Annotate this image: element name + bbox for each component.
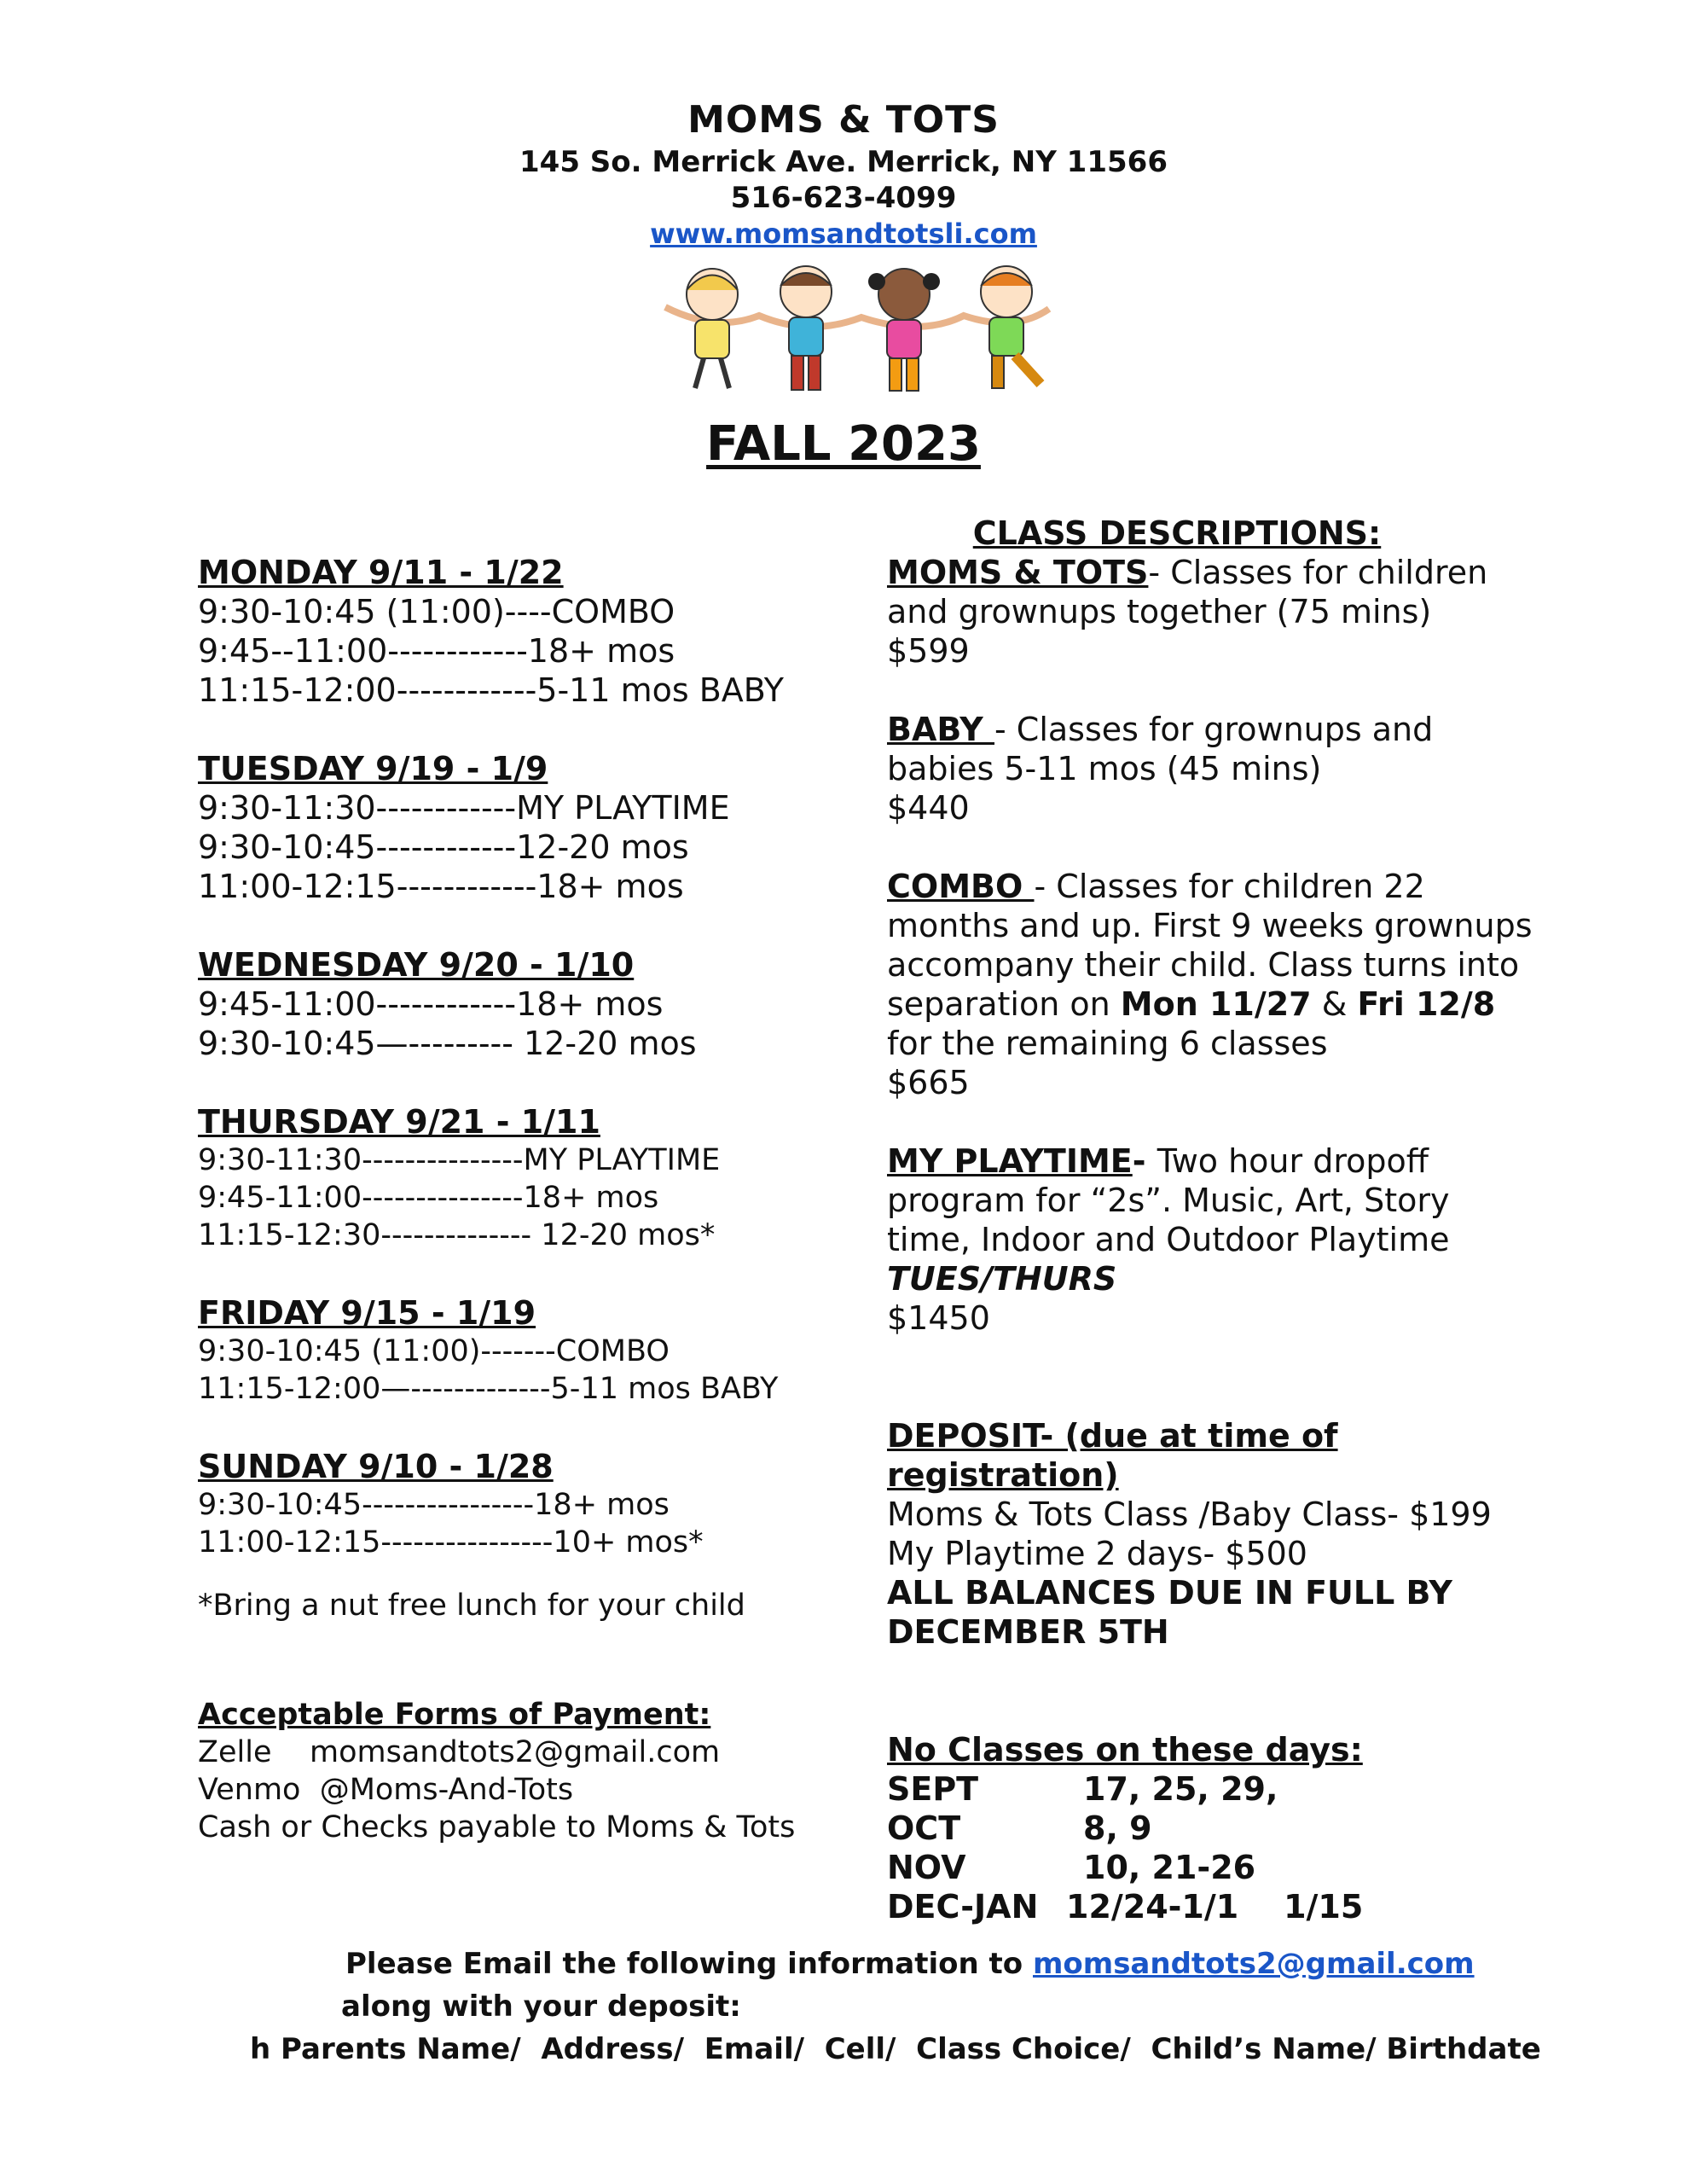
no-classes-block bbox=[887, 1730, 1535, 1926]
desc-playtime: MY PLAYTIME- Two hour dropoff program for “2s”. Music, Art, Story time, Indoor and Outdoor Playtime TUES/THURS $1450 bbox=[887, 1141, 1535, 1338]
schedule-row: 9:30-10:45—--------- 12-20 mos bbox=[198, 1025, 697, 1062]
no-classes-heading: No Classes on these days: bbox=[887, 1731, 1363, 1769]
schedule-row: 11:15-12:00------------5-11 mos BABY bbox=[198, 671, 785, 709]
email-link[interactable]: momsandtots2@gmail.com bbox=[1032, 1947, 1475, 1981]
lunch-note: *Bring a nut free lunch for your child bbox=[198, 1589, 745, 1623]
separation-date: Mon 11/27 bbox=[1120, 985, 1312, 1023]
desc-combo: COMBO - Classes for children 22 months and up. First 9 weeks grownups accompany their child. Class turns into separation on Mon 11/27 & Fri 12/8 for the remaining 6 classes $665 bbox=[887, 867, 1535, 1102]
day-heading: WEDNESDAY 9/20 - 1/10 bbox=[198, 946, 635, 984]
day-heading: SUNDAY 9/10 - 1/28 bbox=[198, 1448, 554, 1485]
class-name: BABY bbox=[887, 711, 995, 748]
schedule-row: 11:00-12:15----------------10+ mos* bbox=[198, 1525, 704, 1560]
day-block-thursday bbox=[198, 1102, 880, 1254]
schedule-row: 9:30-11:30------------MY PLAYTIME bbox=[198, 789, 730, 827]
schedule-row: 9:30-10:45----------------18+ mos bbox=[198, 1488, 670, 1522]
no-classes-row: DEC-JAN 12/24-1/1 1/15 bbox=[887, 1888, 1364, 1926]
class-price: $665 bbox=[887, 1064, 970, 1101]
deposit-line: My Playtime 2 days- $500 bbox=[887, 1535, 1307, 1572]
class-price: $440 bbox=[887, 789, 970, 827]
deposit-block bbox=[887, 1416, 1535, 1652]
no-classes-row: OCT 8, 9 bbox=[887, 1809, 1152, 1847]
schedule-row: 11:00-12:15------------18+ mos bbox=[198, 868, 684, 905]
no-classes-row: NOV 10, 21-26 bbox=[887, 1849, 1256, 1886]
day-heading: MONDAY 9/11 - 1/22 bbox=[198, 554, 564, 591]
payment-line: Cash or Checks payable to Moms & Tots bbox=[198, 1810, 796, 1844]
class-text: Two hour dropoff program for “2s”. Music, Art, Story time, Indoor and Outdoor Playtime bbox=[887, 1142, 1450, 1258]
descriptions-heading: CLASS DESCRIPTIONS: bbox=[972, 514, 1382, 552]
kids-holding-hands-illustration bbox=[648, 256, 1109, 401]
class-name: COMBO bbox=[887, 868, 1035, 905]
descriptions-column bbox=[887, 514, 1535, 1926]
day-block-friday bbox=[198, 1293, 880, 1408]
payment-heading: Acceptable Forms of Payment: bbox=[198, 1698, 711, 1732]
day-block-tuesday bbox=[198, 749, 880, 906]
balance-note: ALL BALANCES DUE IN FULL BY DECEMBER 5TH bbox=[887, 1574, 1452, 1651]
kid-pink-figure bbox=[868, 269, 940, 391]
class-text: - Classes for children and grownups together (75 mins) bbox=[887, 554, 1488, 630]
payment-line: Zelle momsandtots2@gmail.com bbox=[198, 1735, 721, 1769]
kid-yellow-figure bbox=[687, 269, 738, 388]
class-days: TUES/THURS bbox=[887, 1260, 1117, 1298]
footer-line-3: h Parents Name/ Address/ Email/ Cell/ Class Choice/ Child’s Name/ Birthdate bbox=[250, 2032, 1541, 2066]
schedule-row: 11:15-12:00—-------------5-11 mos BABY bbox=[198, 1372, 779, 1406]
schedule-row: 9:30-11:30---------------MY PLAYTIME bbox=[198, 1143, 721, 1177]
class-name: MOMS & TOTS bbox=[887, 554, 1149, 591]
schedule-row: 9:45--11:00------------18+ mos bbox=[198, 632, 675, 670]
class-price: $599 bbox=[887, 632, 970, 670]
day-block-monday bbox=[198, 553, 880, 710]
day-heading: FRIDAY 9/15 - 1/19 bbox=[198, 1294, 536, 1332]
day-heading: THURSDAY 9/21 - 1/11 bbox=[198, 1103, 600, 1141]
class-text: - Classes for children 22 months and up. First 9 weeks grownups accompany their child. Class turns into separation on bbox=[887, 868, 1533, 1023]
separation-date: Fri 12/8 bbox=[1357, 985, 1496, 1023]
class-text: - Classes for grownups and babies 5-11 mos (45 mins) bbox=[887, 711, 1434, 787]
class-name: MY PLAYTIME bbox=[887, 1142, 1133, 1180]
phone: 516-623-4099 bbox=[730, 181, 957, 215]
schedule-row: 9:45-11:00---------------18+ mos bbox=[198, 1181, 659, 1215]
schedule-row: 9:45-11:00------------18+ mos bbox=[198, 985, 664, 1023]
kid-blue-figure bbox=[780, 266, 832, 390]
season-title: FALL 2023 bbox=[706, 416, 981, 472]
schedule-row: 9:30-10:45 (11:00)-------COMBO bbox=[198, 1334, 670, 1368]
desc-moms-tots bbox=[887, 553, 1535, 671]
day-block-wednesday bbox=[198, 945, 880, 1063]
footer-line-1: Please Email the following information to momsandtots2@gmail.com bbox=[345, 1947, 1475, 1981]
schedule-row: 9:30-10:45------------12-20 mos bbox=[198, 828, 689, 866]
deposit-line: Moms & Tots Class /Baby Class- $199 bbox=[887, 1496, 1492, 1533]
kid-green-figure bbox=[981, 266, 1041, 388]
day-heading: TUESDAY 9/19 - 1/9 bbox=[198, 750, 548, 787]
address: 145 So. Merrick Ave. Merrick, NY 11566 bbox=[519, 145, 1168, 179]
day-block-sunday bbox=[198, 1447, 880, 1561]
desc-baby bbox=[887, 710, 1535, 828]
payment-line: Venmo @Moms-And-Tots bbox=[198, 1773, 574, 1807]
deposit-heading: DEPOSIT- (due at time of registration) bbox=[887, 1417, 1338, 1494]
payment-block bbox=[198, 1696, 880, 1846]
class-price: $1450 bbox=[887, 1299, 990, 1337]
footer-line-2: along with your deposit: bbox=[341, 1989, 741, 2024]
schedule-row: 9:30-10:45 (11:00)----COMBO bbox=[198, 593, 675, 630]
schedule-column bbox=[198, 553, 880, 1846]
org-title: MOMS & TOTS bbox=[687, 98, 1000, 142]
no-classes-row: SEPT 17, 25, 29, bbox=[887, 1770, 1278, 1808]
website-link[interactable]: www.momsandtotsli.com bbox=[650, 218, 1037, 250]
schedule-row: 11:15-12:30-------------- 12-20 mos* bbox=[198, 1218, 716, 1252]
